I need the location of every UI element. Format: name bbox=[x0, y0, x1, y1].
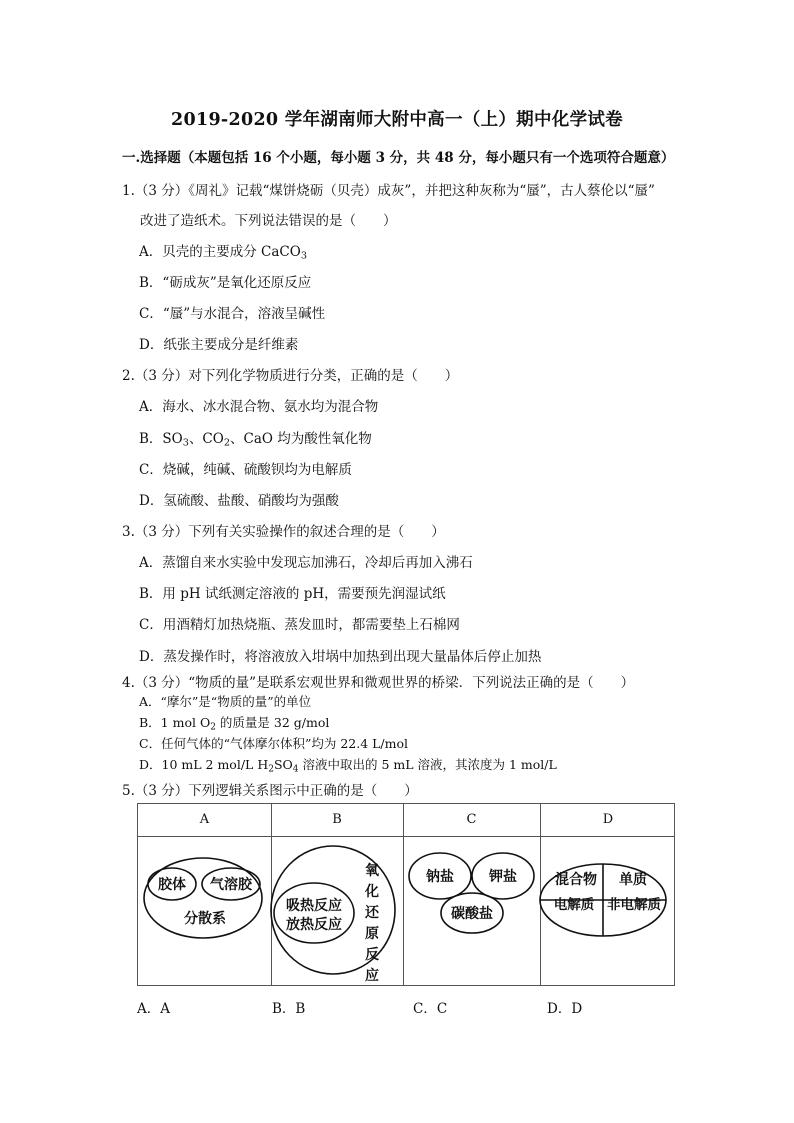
q4-option-b bbox=[139, 713, 329, 731]
diagram-a-label-left: 胶体 bbox=[158, 877, 186, 893]
q4-b-sub: 2 bbox=[210, 722, 216, 733]
diagram-a-label-right: 气溶胶 bbox=[210, 877, 252, 893]
header-c: C bbox=[466, 812, 477, 827]
diagram-b-outer-char: 氧 bbox=[365, 863, 379, 879]
q4-d-sub2: 4 bbox=[292, 764, 299, 775]
q3-option-a: A．蒸馏自来水实验中发现忘加沸石，冷却后再加入沸石 bbox=[139, 555, 473, 571]
q4-option-a: A．“摩尔”是“物质的量”的单位 bbox=[139, 694, 312, 709]
exam-title: 2019-2020 学年湖南师大附中高一（上）期中化学试卷 bbox=[171, 110, 623, 130]
q5-answer-a: A．A bbox=[137, 1001, 170, 1017]
q1-stem-line1: 1.（3 分）《周礼》记载“煤饼烧砺（贝壳）成灰”，并把这种灰称为“蜃”，古人蔡伦以“蜃” bbox=[122, 183, 655, 199]
q2-b-sub1: 3 bbox=[182, 437, 189, 449]
q1-option-d: D．纸张主要成分是纤维素 bbox=[139, 337, 299, 353]
q2-b-part2: 、CO bbox=[188, 431, 224, 447]
q1-option-a-text: A．贝壳的主要成分 CaCO bbox=[139, 244, 301, 260]
diagram-d-label-br: 非电解质 bbox=[607, 897, 661, 913]
q2-option-b bbox=[139, 427, 372, 447]
diagram-b-outer-char: 还 bbox=[365, 905, 379, 921]
diagram-c-label-bottom: 碳酸盐 bbox=[451, 906, 493, 922]
q3-stem: 3.（3 分）下列有关实验操作的叙述合理的是（ ） bbox=[122, 524, 445, 540]
q1-option-b: B．“砺成灰”是氧化还原反应 bbox=[139, 275, 312, 291]
diagram-b-outer-char: 原 bbox=[365, 926, 379, 942]
q1-option-a bbox=[139, 240, 307, 260]
q4-d-part3: 溶液中取出的 5 mL 溶液，其浓度为 1 mol/L bbox=[298, 757, 557, 772]
q4-d-part1: D．10 mL 2 mol/L H bbox=[139, 757, 269, 772]
q2-option-d: D．氢硫酸、盐酸、硝酸均为强酸 bbox=[139, 493, 339, 509]
q4-option-d bbox=[139, 755, 557, 773]
q5-answer-d: D．D bbox=[547, 1001, 583, 1017]
diagram-c-label-right: 钾盐 bbox=[489, 869, 517, 885]
q1-stem-line2: 改进了造纸术。下列说法错误的是（ ） bbox=[140, 213, 397, 229]
q5-answer-b: B．B bbox=[272, 1001, 306, 1017]
q4-stem: 4.（3 分）“物质的量”是联系宏观世界和微观世界的桥梁．下列说法正确的是（ ） bbox=[122, 675, 635, 691]
diagram-d-label-tl: 混合物 bbox=[555, 872, 597, 888]
q5-answer-c: C．C bbox=[413, 1001, 448, 1017]
q3-option-b: B．用 pH 试纸测定溶液的 pH，需要预先润湿试纸 bbox=[139, 586, 446, 602]
q5-diagram-table bbox=[137, 803, 675, 986]
q2-b-part3: 、CaO 均为酸性氧化物 bbox=[230, 431, 372, 447]
diagram-b-label-bottom: 放热反应 bbox=[286, 917, 342, 933]
diagram-b-outer-char: 反 bbox=[365, 947, 379, 963]
q4-d-part2: SO bbox=[273, 757, 293, 772]
diagram-b-outer-char: 应 bbox=[365, 968, 379, 984]
diagram-d-label-bl: 电解质 bbox=[553, 897, 595, 913]
diagram-b-outer-char: 化 bbox=[365, 884, 379, 900]
section-heading: 一.选择题（本题包括 16 个小题，每小题 3 分，共 48 分，每小题只有一个选项符合题意） bbox=[122, 150, 675, 166]
q2-stem: 2.（3 分）对下列化学物质进行分类，正确的是（ ） bbox=[122, 368, 459, 384]
q3-option-d: D．蒸发操作时，将溶液放入坩埚中加热到出现大量晶体后停止加热 bbox=[139, 649, 542, 665]
q4-option-c: C．任何气体的“气体摩尔体积”均为 22.4 L/mol bbox=[139, 736, 409, 751]
diagram-a-label-outer: 分散系 bbox=[184, 911, 226, 927]
q4-b-part1: B．1 mol O bbox=[139, 715, 211, 730]
q2-b-sub2: 2 bbox=[223, 437, 231, 449]
q1-option-a-sub: 3 bbox=[300, 250, 308, 262]
diagram-d-label-tr: 单质 bbox=[619, 872, 647, 888]
q1-option-c: C．“蜃”与水混合，溶液呈碱性 bbox=[139, 306, 326, 322]
diagram-c-label-left: 钠盐 bbox=[426, 869, 454, 885]
q4-d-sub1: 2 bbox=[268, 764, 274, 775]
q2-option-c: C．烧碱，纯碱、硫酸钡均为电解质 bbox=[139, 462, 352, 478]
logic-diagrams bbox=[138, 804, 674, 985]
q2-b-part1: B．SO bbox=[139, 431, 183, 447]
header-d: D bbox=[602, 812, 614, 827]
q3-option-c: C．用酒精灯加热烧瓶、蒸发皿时，都需要垫上石棉网 bbox=[139, 617, 460, 633]
q5-stem: 5.（3 分）下列逻辑关系图示中正确的是（ ） bbox=[122, 783, 418, 799]
diagram-b-label-top: 吸热反应 bbox=[286, 898, 342, 914]
header-a: A bbox=[199, 812, 210, 827]
q2-option-a: A．海水、冰水混合物、氨水均为混合物 bbox=[139, 399, 379, 415]
header-b: B bbox=[332, 812, 342, 827]
q4-b-part2: 的质量是 32 g/mol bbox=[215, 715, 330, 730]
